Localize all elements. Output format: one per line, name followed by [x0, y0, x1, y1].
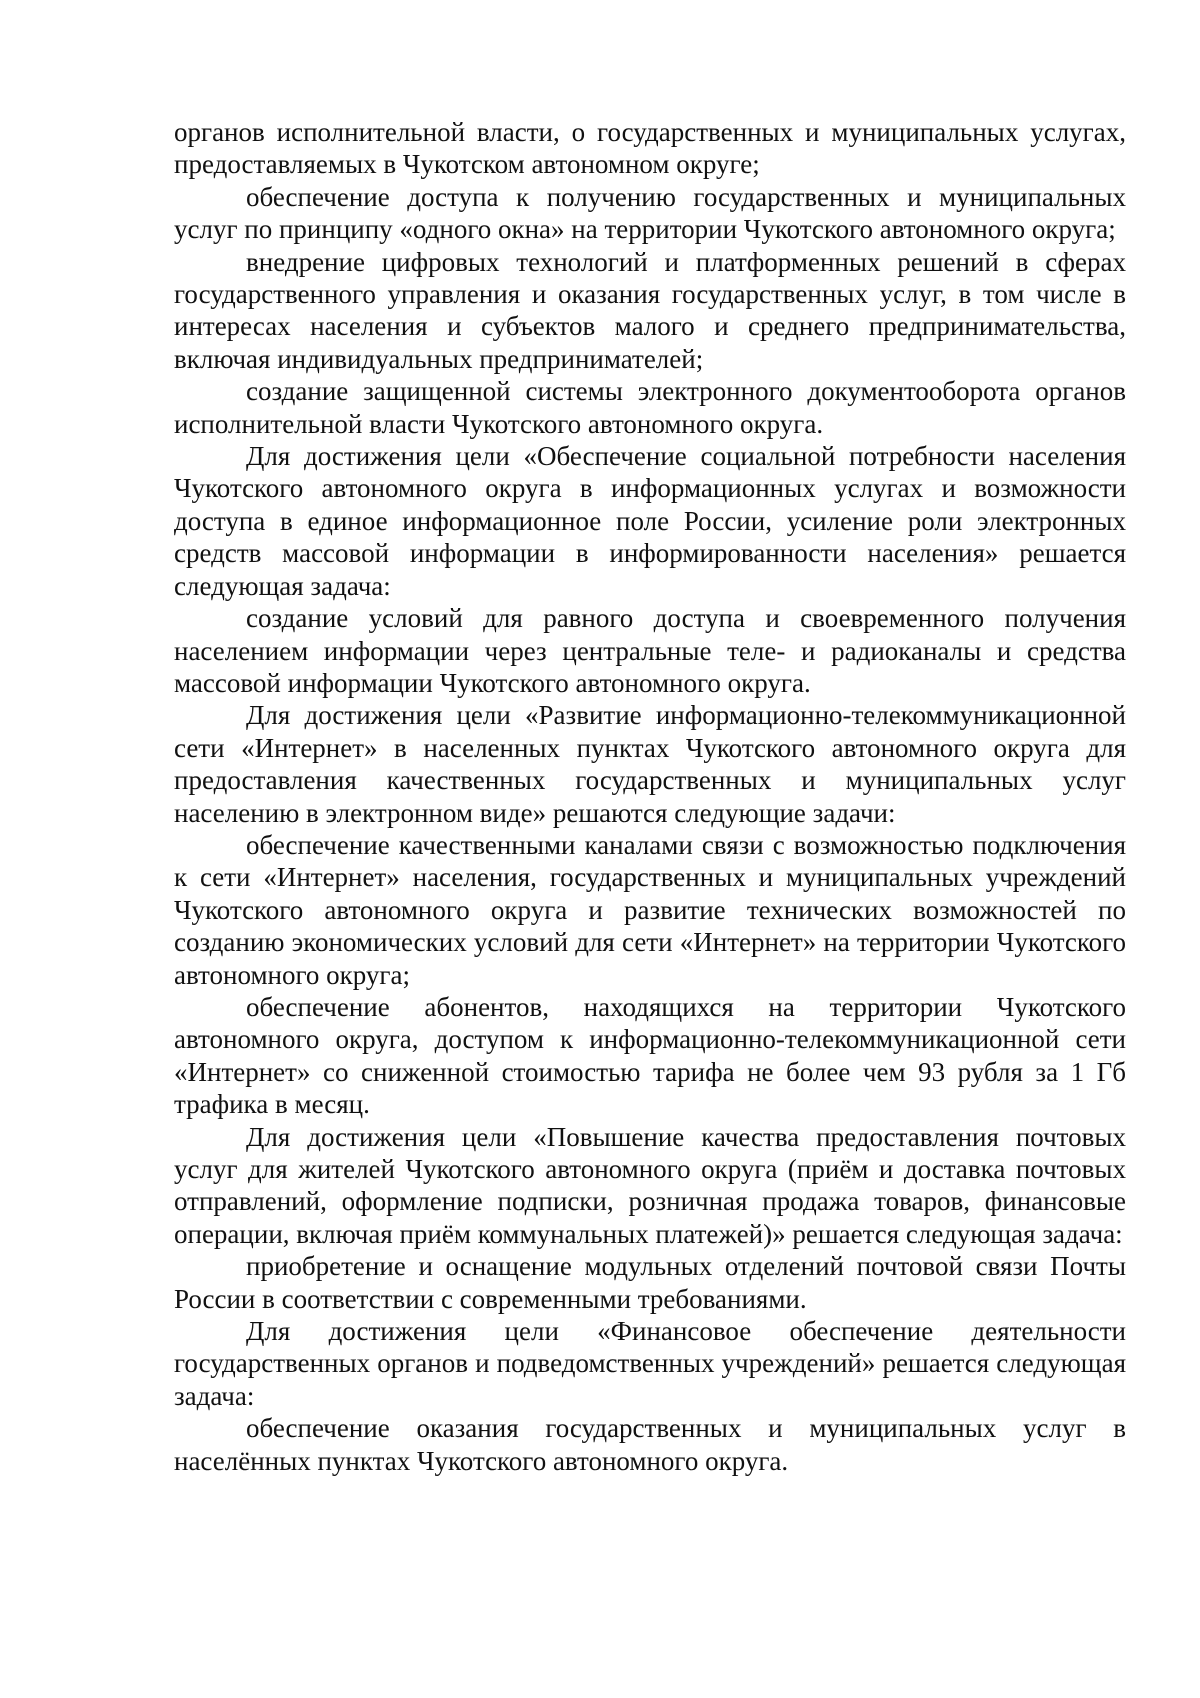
paragraph: приобретение и оснащение модульных отделений почтовой связи Почты России в соответствии с современными требованиями.	[174, 1251, 1126, 1314]
paragraph: Для достижения цели «Финансовое обеспечение деятельности государственных органов и подведомственных учреждений» решается следующая задача:	[174, 1316, 1126, 1411]
paragraph: Для достижения цели «Обеспечение социальной потребности населения Чукотского автономного округа в информационных услугах и возможности доступа в единое информационное поле России, усиление роли электронных средств массовой информации в информированности населения» решается следующая задача:	[174, 441, 1126, 601]
paragraph: обеспечение качественными каналами связи с возможностью подключения к сети «Интернет» населения, государственных и муниципальных учреждений Чукотского автономного округа и развитие технических возможностей по созданию экономических условий для сети «Интернет» на территории Чукотского автономного округа;	[174, 829, 1126, 990]
document-body	[174, 116, 1126, 1477]
paragraph: создание защищенной системы электронного документооборота органов исполнительной власти Чукотского автономного округа.	[174, 376, 1126, 439]
paragraph: создание условий для равного доступа и своевременного получения населением информации через центральные теле- и радиоканалы и средства массовой информации Чукотского автономного округа.	[174, 603, 1126, 698]
paragraph: обеспечение абонентов, находящихся на территории Чукотского автономного округа, доступом к информационно-телекоммуникационной сети «Интернет» со сниженной стоимостью тарифа не более чем 93 рубля за 1 Гб трафика в месяц.	[174, 991, 1126, 1120]
paragraph: Для достижения цели «Развитие информационно-телекоммуникационной сети «Интернет» в населенных пунктах Чукотского автономного округа для предоставления качественных государственных и муниципальных услуг населению в электронном виде» решаются следующие задачи:	[174, 700, 1126, 828]
paragraph: внедрение цифровых технологий и платформенных решений в сферах государственного управления и оказания государственных услуг, в том числе в интересах населения и субъектов малого и среднего предпринимательства, включая индивидуальных предпринимателей;	[174, 246, 1126, 374]
paragraph: Для достижения цели «Повышение качества предоставления почтовых услуг для жителей Чукотского автономного округа (приём и доставка почтовых отправлений, оформление подписки, розничная продажа товаров, финансовые операции, включая приём коммунальных платежей)» решается следующая задача:	[174, 1121, 1126, 1249]
paragraph: обеспечение оказания государственных и муниципальных услуг в населённых пунктах Чукотского автономного округа.	[174, 1413, 1126, 1476]
paragraph: обеспечение доступа к получению государственных и муниципальных услуг по принципу «одного окна» на территории Чукотского автономного округа;	[174, 181, 1126, 245]
paragraph-continued: органов исполнительной власти, о государственных и муниципальных услугах, предоставляемых в Чукотском автономном округе;	[174, 117, 1126, 180]
